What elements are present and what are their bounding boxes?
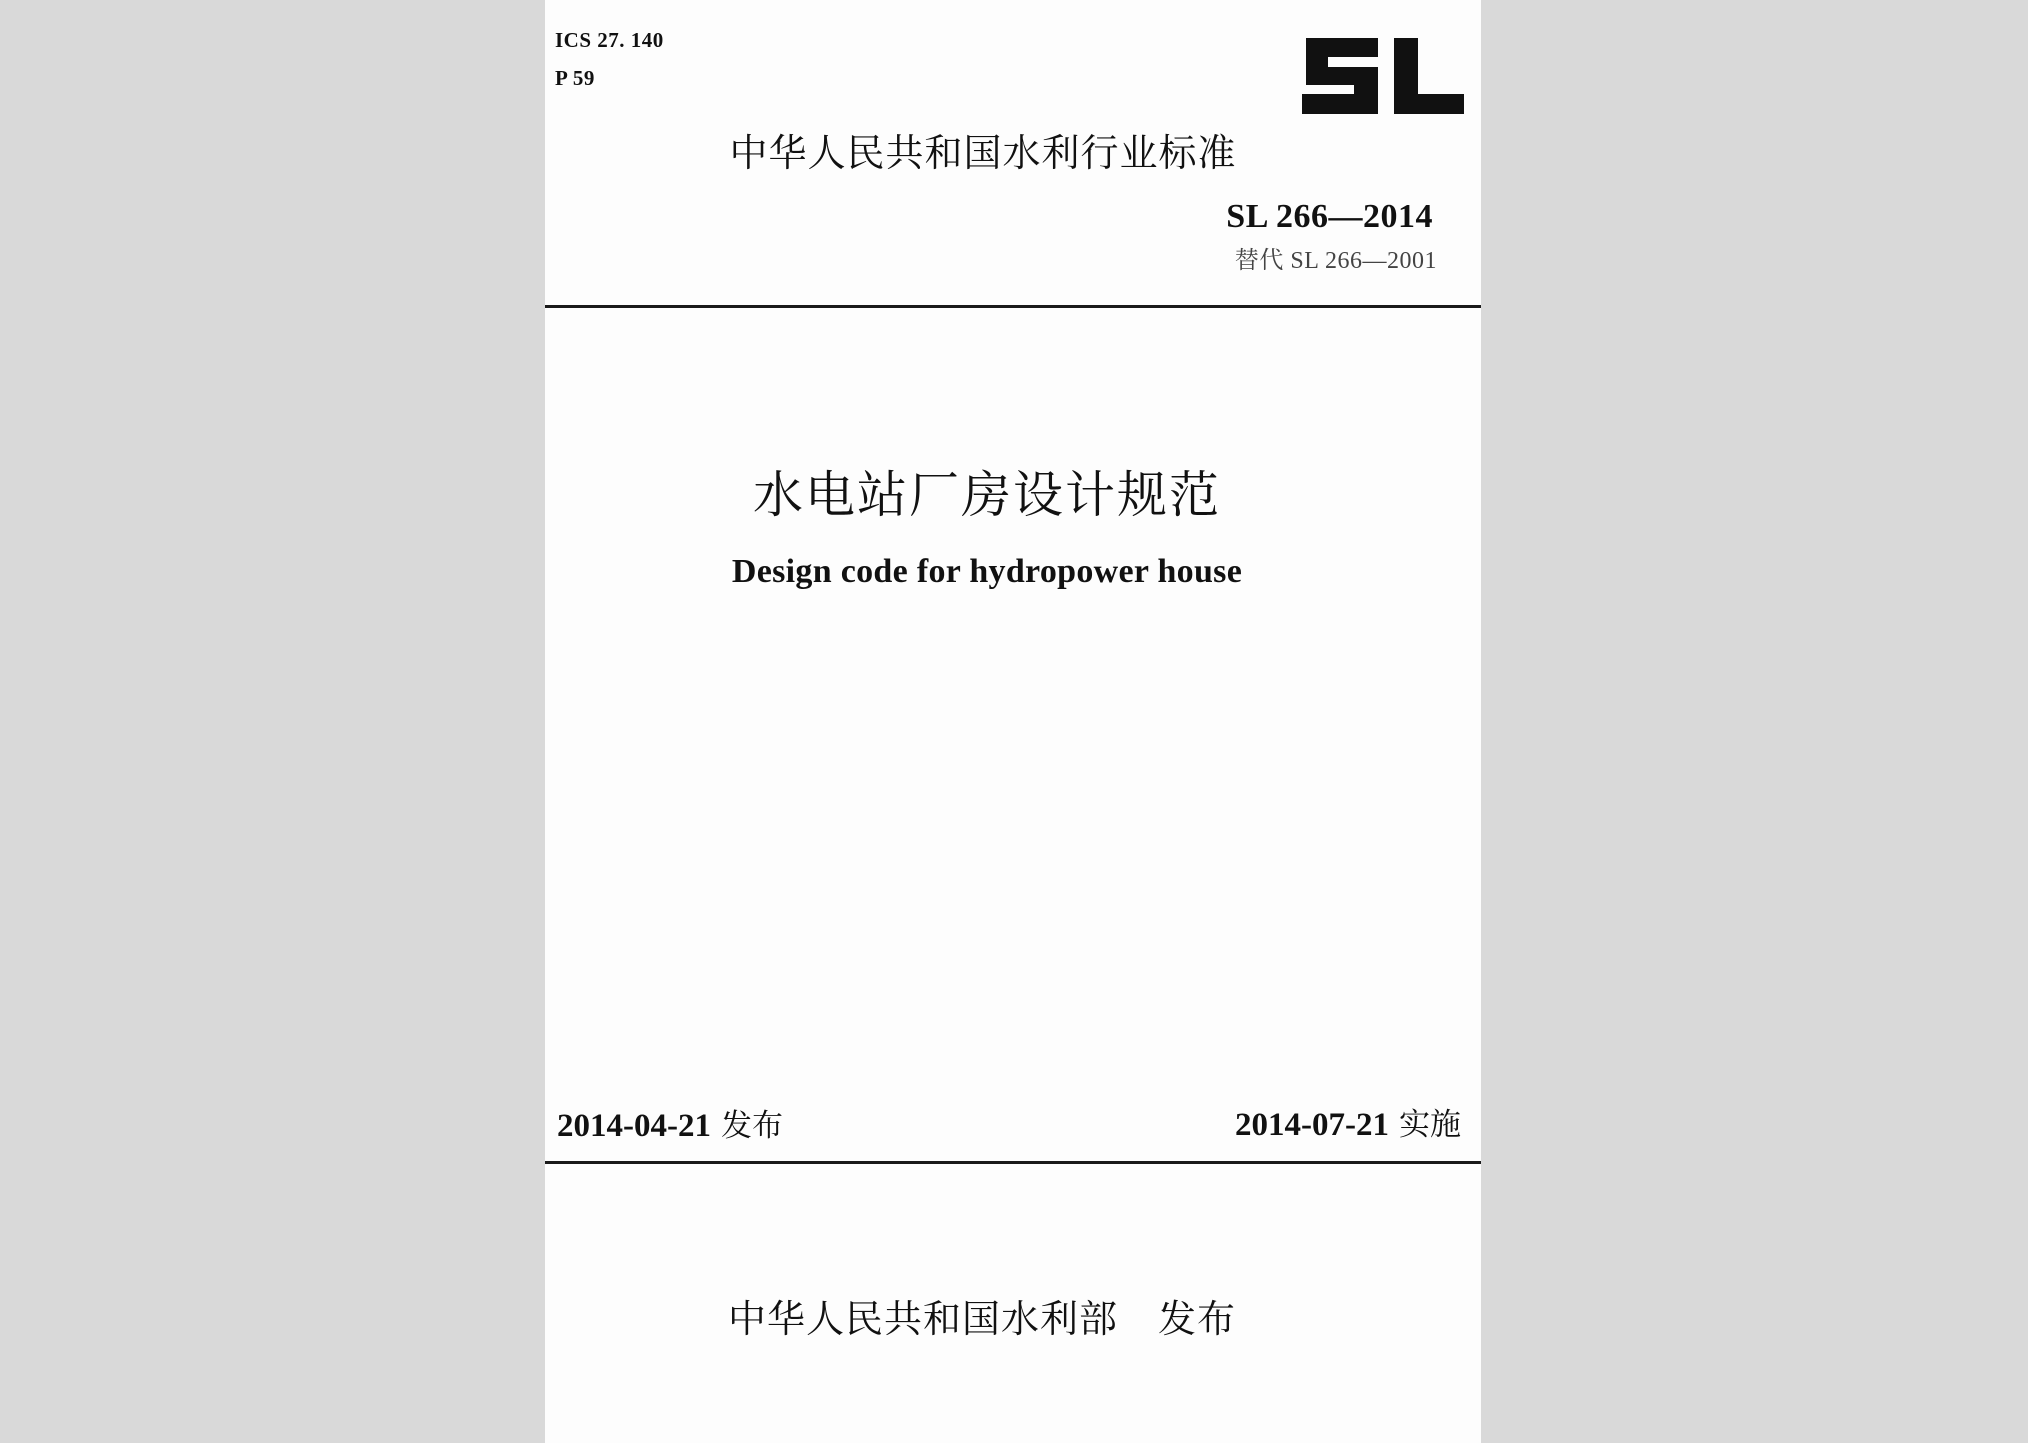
document-cover-page	[545, 0, 1481, 1443]
standard-number: SL 266—2014	[1226, 198, 1433, 235]
publisher-name: 中华人民共和国水利部	[727, 1297, 1118, 1341]
industry-standard-title: 中华人民共和国水利行业标准	[729, 131, 1237, 175]
publisher-line	[545, 1288, 1481, 1343]
category-code: P 59	[555, 66, 595, 90]
issue-date: 2014-04-21	[557, 1108, 711, 1144]
implementation-date-block	[1235, 1099, 1461, 1144]
document-title-chinese: 水电站厂房设计规范	[753, 466, 1221, 524]
issue-date-block	[557, 1100, 783, 1145]
document-title-english: Design code for hydropower house	[731, 553, 1243, 590]
bottom-divider	[545, 1161, 1481, 1164]
ics-code: ICS 27. 140	[555, 28, 664, 52]
replaces-standard: 替代 SL 266—2001	[1234, 248, 1437, 274]
publish-label: 发布	[1158, 1297, 1237, 1341]
issue-label: 发布	[720, 1108, 783, 1144]
top-divider	[545, 305, 1481, 308]
implementation-date: 2014-07-21	[1235, 1107, 1389, 1143]
sl-logo	[1298, 30, 1468, 122]
implementation-label: 实施	[1399, 1107, 1461, 1143]
